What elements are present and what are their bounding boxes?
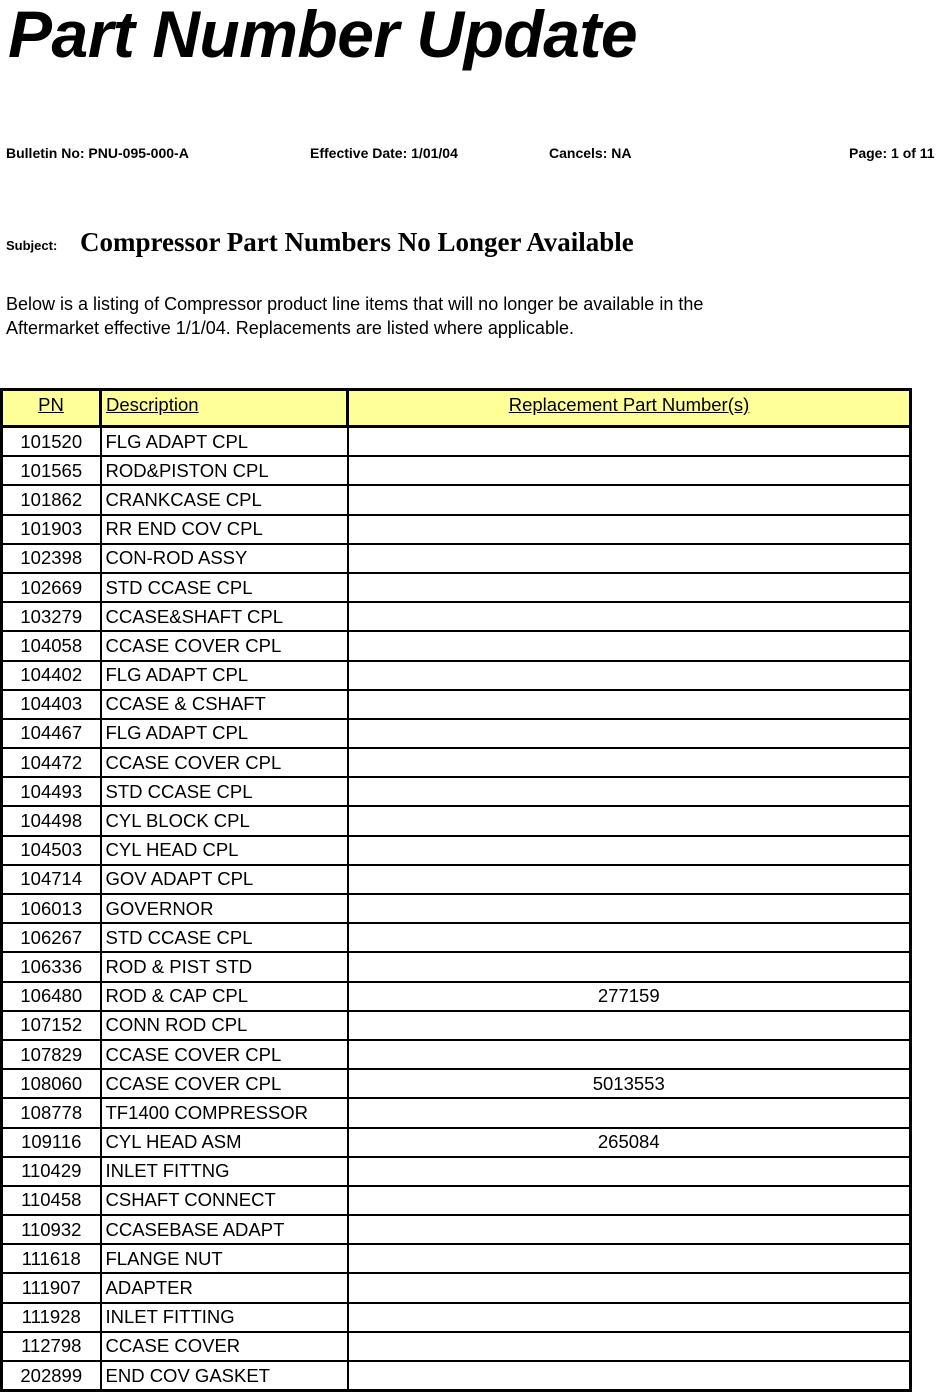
description-cell: INLET FITTNG — [101, 1157, 348, 1186]
table-row — [2, 806, 911, 835]
parts-table-body — [2, 427, 911, 1391]
replacement-cell — [348, 515, 911, 544]
subject-text: Compressor Part Numbers No Longer Available — [80, 227, 634, 257]
description-cell: GOVERNOR — [101, 894, 348, 923]
part-number-cell: 111907 — [2, 1273, 101, 1302]
part-number-cell: 104472 — [2, 748, 101, 777]
description-cell: FLANGE NUT — [101, 1244, 348, 1273]
description-cell: CYL HEAD ASM — [101, 1128, 348, 1157]
part-number-cell: 103279 — [2, 602, 101, 631]
part-number-cell: 109116 — [2, 1128, 101, 1157]
part-number-cell: 106336 — [2, 952, 101, 981]
replacement-cell — [348, 1361, 911, 1391]
replacement-cell — [348, 1157, 911, 1186]
part-number-cell: 102669 — [2, 573, 101, 602]
replacement-cell — [348, 894, 911, 923]
description-cell: FLG ADAPT CPL — [101, 661, 348, 690]
description-cell: STD CCASE CPL — [101, 923, 348, 952]
description-cell: CRANKCASE CPL — [101, 485, 348, 514]
part-number-cell: 107829 — [2, 1040, 101, 1069]
part-number-cell: 101903 — [2, 515, 101, 544]
description-cell: ADAPTER — [101, 1273, 348, 1302]
replacement-cell — [348, 1040, 911, 1069]
part-number-cell: 104498 — [2, 806, 101, 835]
table-header-row — [2, 390, 911, 427]
table-row — [2, 1361, 911, 1391]
replacement-cell — [348, 1273, 911, 1302]
description-cell: CCASE COVER CPL — [101, 1069, 348, 1098]
subject-label: Subject: — [6, 238, 58, 253]
description-cell: FLG ADAPT CPL — [101, 427, 348, 457]
description-cell: FLG ADAPT CPL — [101, 719, 348, 748]
replacement-cell — [348, 427, 911, 457]
replacement-cell — [348, 602, 911, 631]
table-row — [2, 690, 911, 719]
replacement-cell — [348, 631, 911, 660]
replacement-cell — [348, 690, 911, 719]
part-number-cell: 110458 — [2, 1186, 101, 1215]
description-cell: ROD & PIST STD — [101, 952, 348, 981]
description-cell: CSHAFT CONNECT — [101, 1186, 348, 1215]
part-number-cell: 111928 — [2, 1303, 101, 1332]
part-number-cell: 110429 — [2, 1157, 101, 1186]
replacement-cell: 277159 — [348, 982, 911, 1011]
table-row — [2, 485, 911, 514]
replacement-cell: 265084 — [348, 1128, 911, 1157]
table-row — [2, 777, 911, 806]
part-number-cell: 104058 — [2, 631, 101, 660]
replacement-cell — [348, 1332, 911, 1361]
intro-line: Aftermarket effective 1/1/04. Replacements are listed where applicable. — [6, 318, 574, 338]
table-row — [2, 1244, 911, 1273]
description-cell: CCASE COVER — [101, 1332, 348, 1361]
replacement-cell — [348, 1244, 911, 1273]
description-cell: STD CCASE CPL — [101, 573, 348, 602]
column-header-replacement: Replacement Part Number(s) — [348, 390, 911, 427]
table-row — [2, 1332, 911, 1361]
column-header-description: Description — [101, 390, 348, 427]
part-number-cell: 106013 — [2, 894, 101, 923]
description-cell: CYL BLOCK CPL — [101, 806, 348, 835]
page-title: Part Number Update — [8, 0, 638, 71]
page-number: Page: 1 of 11 — [849, 145, 935, 161]
replacement-cell — [348, 923, 911, 952]
description-cell: ROD & CAP CPL — [101, 982, 348, 1011]
description-cell: CON-ROD ASSY — [101, 544, 348, 573]
part-number-cell: 111618 — [2, 1244, 101, 1273]
column-header-pn: PN — [2, 390, 101, 427]
table-row — [2, 1098, 911, 1127]
replacement-cell — [348, 777, 911, 806]
replacement-cell — [348, 748, 911, 777]
description-cell: CCASE COVER CPL — [101, 1040, 348, 1069]
description-cell: CCASEBASE ADAPT — [101, 1215, 348, 1244]
replacement-cell: 5013553 — [348, 1069, 911, 1098]
bulletin-number: Bulletin No: PNU-095-000-A — [6, 145, 189, 161]
table-row — [2, 1040, 911, 1069]
description-cell: CYL HEAD CPL — [101, 836, 348, 865]
replacement-cell — [348, 1215, 911, 1244]
description-cell: END COV GASKET — [101, 1361, 348, 1391]
description-cell: CCASE&SHAFT CPL — [101, 602, 348, 631]
description-cell: TF1400 COMPRESSOR — [101, 1098, 348, 1127]
table-row — [2, 1011, 911, 1040]
table-row — [2, 1215, 911, 1244]
table-row — [2, 1069, 911, 1098]
table-row — [2, 515, 911, 544]
description-cell: CONN ROD CPL — [101, 1011, 348, 1040]
part-number-cell: 104467 — [2, 719, 101, 748]
table-row — [2, 573, 911, 602]
table-row — [2, 836, 911, 865]
description-cell: CCASE & CSHAFT — [101, 690, 348, 719]
table-row — [2, 1186, 911, 1215]
description-cell: GOV ADAPT CPL — [101, 865, 348, 894]
intro-line: Below is a listing of Compressor product line items that will no longer be available in the — [6, 294, 704, 314]
table-row — [2, 427, 911, 457]
part-number-cell: 101520 — [2, 427, 101, 457]
table-row — [2, 952, 911, 981]
part-number-cell: 104493 — [2, 777, 101, 806]
part-number-cell: 101565 — [2, 456, 101, 485]
replacement-cell — [348, 952, 911, 981]
table-row — [2, 544, 911, 573]
description-cell: RR END COV CPL — [101, 515, 348, 544]
table-row — [2, 631, 911, 660]
replacement-cell — [348, 661, 911, 690]
part-number-cell: 102398 — [2, 544, 101, 573]
description-cell: ROD&PISTON CPL — [101, 456, 348, 485]
part-number-cell: 110932 — [2, 1215, 101, 1244]
replacement-cell — [348, 865, 911, 894]
table-row — [2, 1128, 911, 1157]
table-row — [2, 719, 911, 748]
part-number-cell: 104402 — [2, 661, 101, 690]
description-cell: STD CCASE CPL — [101, 777, 348, 806]
part-number-cell: 112798 — [2, 1332, 101, 1361]
effective-date: Effective Date: 1/01/04 — [310, 145, 458, 161]
part-number-cell: 202899 — [2, 1361, 101, 1391]
replacement-cell — [348, 456, 911, 485]
part-number-cell: 101862 — [2, 485, 101, 514]
replacement-cell — [348, 806, 911, 835]
replacement-cell — [348, 1303, 911, 1332]
description-cell: CCASE COVER CPL — [101, 748, 348, 777]
table-row — [2, 602, 911, 631]
intro-paragraph — [6, 292, 703, 340]
part-number-cell: 108060 — [2, 1069, 101, 1098]
replacement-cell — [348, 1098, 911, 1127]
part-number-cell: 104503 — [2, 836, 101, 865]
description-cell: CCASE COVER CPL — [101, 631, 348, 660]
table-row — [2, 456, 911, 485]
replacement-cell — [348, 836, 911, 865]
table-row — [2, 1303, 911, 1332]
table-row — [2, 982, 911, 1011]
replacement-cell — [348, 544, 911, 573]
parts-table — [0, 388, 912, 1392]
table-row — [2, 865, 911, 894]
table-row — [2, 923, 911, 952]
replacement-cell — [348, 1186, 911, 1215]
part-number-cell: 106480 — [2, 982, 101, 1011]
replacement-cell — [348, 1011, 911, 1040]
table-row — [2, 1273, 911, 1302]
part-number-cell: 106267 — [2, 923, 101, 952]
table-row — [2, 661, 911, 690]
part-number-cell: 104714 — [2, 865, 101, 894]
description-cell: INLET FITTING — [101, 1303, 348, 1332]
replacement-cell — [348, 573, 911, 602]
table-row — [2, 894, 911, 923]
part-number-cell: 108778 — [2, 1098, 101, 1127]
replacement-cell — [348, 719, 911, 748]
part-number-cell: 107152 — [2, 1011, 101, 1040]
part-number-cell: 104403 — [2, 690, 101, 719]
cancels-field: Cancels: NA — [549, 145, 632, 161]
replacement-cell — [348, 485, 911, 514]
table-row — [2, 748, 911, 777]
table-row — [2, 1157, 911, 1186]
